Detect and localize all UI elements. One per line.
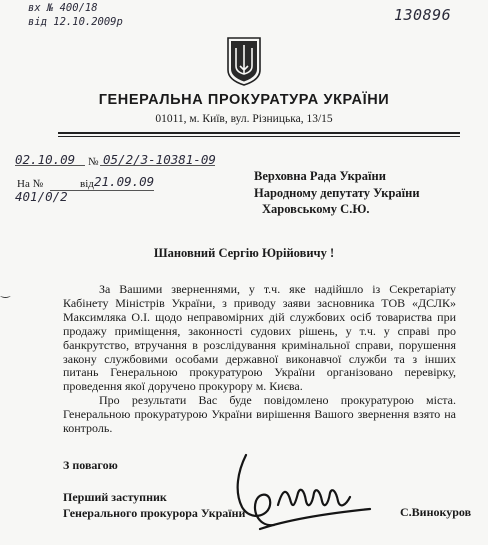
outgoing-number-label: № [88,156,99,168]
date-underline [15,165,85,166]
incoming-number-note: вх № 400/18 [28,2,98,14]
signer-title-line-1: Перший заступник [63,490,167,504]
recipient-line-2: Народному депутату України [254,186,420,200]
coat-of-arms-icon [225,36,263,91]
body-paragraph-1: За Вашими зверненнями, у т.ч. яке надійшло із Секретаріату Кабінету Міністрів України, з приводу заяви засновника ТОВ «ДСЛК» Максимляка О.І. щодо неправомірних дій службових осіб товариства при продажу приміщення, законності судових рішень, у т.ч. у справі про банкрутство, втручання в розслідування кримінальної справи, порушення закону службовими особами державної виконавчої служби та з інших питань Генеральною прокуратурою України організовано перевірку, проведення якої доручено прокурору м. Києва. [63,282,456,394]
salutation: Шановний Сергію Юрійовичу ! [153,246,335,260]
reference-number: 401/0/2 [15,189,68,204]
recipient-line-1: Верховна Рада України [254,169,386,183]
reference-number-label: На № [17,178,44,190]
letter-body [63,283,456,436]
corner-registration-number: 130896 [394,6,452,24]
header-rule-thin [58,136,460,137]
recipient-line-3: Харовському С.Ю. [262,202,370,216]
signature-icon [220,447,380,542]
signer-name: С.Винокуров [400,505,472,519]
outgoing-number: 05/2/3-10381-09 [103,152,216,167]
header-rule [58,132,460,134]
signer-title-line-2: Генерального прокурора України [63,506,246,520]
closing-regards: З повагою [63,458,118,472]
margin-mark: ‿ [1,286,10,298]
reference-date: 21.09.09 [94,174,155,189]
organization-name: ГЕНЕРАЛЬНА ПРОКУРАТУРА УКРАЇНИ [98,92,390,108]
number-underline [100,165,215,166]
ref-date-underline [94,190,154,191]
organization-address: 01011, м. Київ, вул. Різницька, 13/15 [155,113,333,125]
body-paragraph-2: Про результати Вас буде повідомлено прокуратурою міста. Генеральною прокуратурою України вирішення Вашого звернення взято на контроль. [63,393,456,436]
outgoing-date: 02.10.09 [15,152,76,167]
incoming-date-note: від 12.10.2009р [28,16,123,28]
reference-date-label: від [80,178,94,190]
